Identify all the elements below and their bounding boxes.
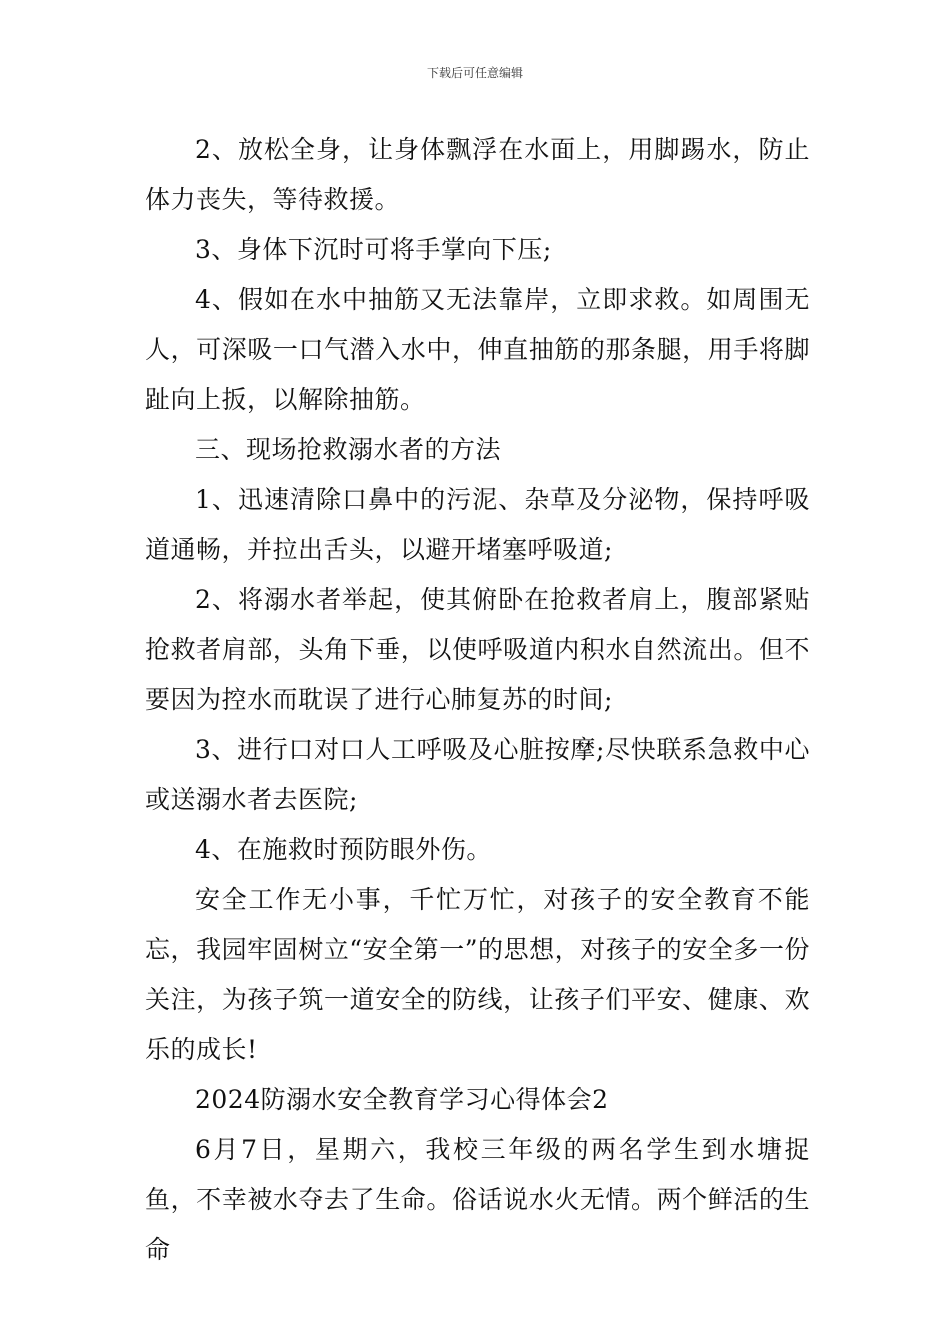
paragraph-clear-airway: 1、迅速清除口鼻中的污泥、杂草及分泌物，保持呼吸道通畅，并拉出舌头，以避开堵塞呼吸道;	[145, 485, 810, 564]
paragraph-eye-injury: 4、在施救时预防眼外伤。	[195, 835, 492, 864]
paragraph-cramp-tip: 4、假如在水中抽筋又无法靠岸，立即求救。如周围无人，可深吸一口气潜入水中，伸直抽筋的那条腿，用手将脚趾向上扳，以解除抽筋。	[145, 285, 810, 414]
document-body	[145, 125, 810, 1275]
paragraph-drain-water: 2、将溺水者举起，使其俯卧在抢救者肩上，腹部紧贴抢救者肩部，头角下垂，以使呼吸道内积水自然流出。但不要因为控水而耽误了进行心肺复苏的时间;	[145, 585, 810, 714]
paragraph-essay-2-intro: 6月7日，星期六，我校三年级的两名学生到水塘捉鱼，不幸被水夺去了生命。俗话说水火无情。两个鲜活的生命	[145, 1135, 810, 1264]
section-heading-rescue-methods: 三、现场抢救溺水者的方法	[195, 435, 502, 464]
paragraph-safety-summary: 安全工作无小事，千忙万忙，对孩子的安全教育不能忘，我园牢固树立“安全第一”的思想，对孩子的安全多一份关注，为孩子筑一道安全的防线，让孩子们平安、健康、欢乐的成长!	[145, 885, 810, 1064]
paragraph-palm-tip: 3、身体下沉时可将手掌向下压;	[195, 235, 552, 264]
section-heading-essay-2: 2024防溺水安全教育学习心得体会2	[195, 1085, 609, 1114]
paragraph-float-tip: 2、放松全身，让身体飘浮在水面上，用脚踢水，防止体力丧失，等待救援。	[145, 135, 810, 214]
paragraph-cpr: 3、进行口对口人工呼吸及心脏按摩;尽快联系急救中心或送溺水者去医院;	[145, 735, 810, 814]
page-header-note: 下载后可任意编辑	[426, 66, 523, 80]
